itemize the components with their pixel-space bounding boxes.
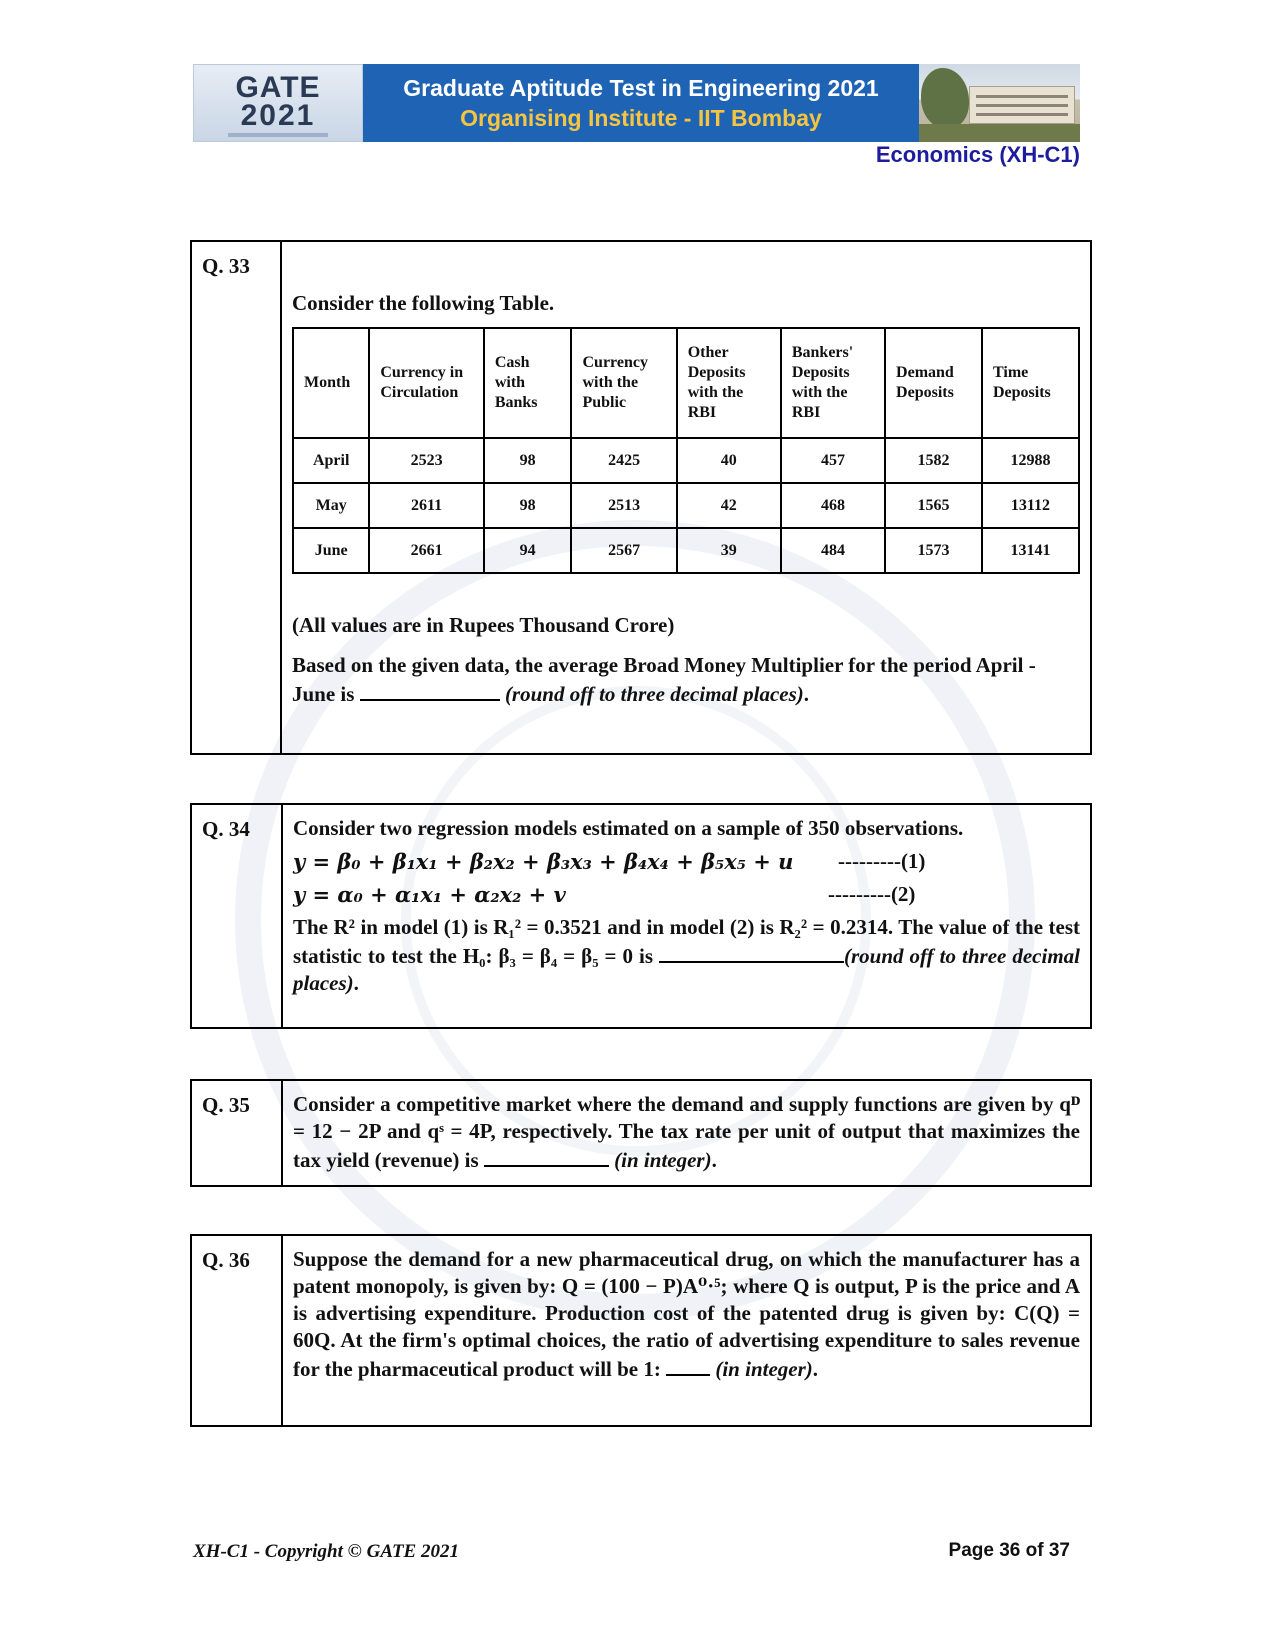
- table-cell: 2611: [369, 483, 483, 528]
- table-cell: 457: [781, 438, 885, 483]
- header-banner: [363, 64, 919, 142]
- logo-tagline-mark: [228, 133, 328, 137]
- question-end: .: [711, 1148, 717, 1172]
- ground-shape: [919, 124, 1080, 142]
- campus-photo: [919, 64, 1080, 142]
- footer-copyright: XH-C1 - Copyright © GATE 2021: [193, 1541, 459, 1562]
- table-cell: 468: [781, 483, 885, 528]
- table-cell: 484: [781, 528, 885, 573]
- table-cell: 94: [484, 528, 572, 573]
- table-row: [293, 483, 1079, 528]
- equation-1-tag: ---------(1): [838, 849, 926, 873]
- column-header: Demand Deposits: [885, 328, 982, 438]
- answer-blank: [666, 1354, 710, 1376]
- question-lead: Consider two regression models estimated on a sample of 350 observations.: [293, 816, 964, 840]
- question-text-main: Suppose the demand for a new pharmaceutical drug, on which the manufacturer has a patent monopoly, is given by: Q = (100 − P)A⁰·⁵; where Q is output, P is the price and A is advertising expenditure. Production cost of the patented drug is given by: C(Q) = 60Q. At the firm's optimal choices, the ratio of advertising expenditure to sales revenue for the pharmaceutical product will be 1:: [293, 1247, 1080, 1381]
- answer-blank: [659, 941, 844, 963]
- question-number: Q. 36: [192, 1236, 283, 1425]
- answer-blank: [360, 679, 500, 701]
- page-header: [193, 64, 1080, 142]
- table-cell: 13141: [982, 528, 1079, 573]
- table-cell: 1573: [885, 528, 982, 573]
- question-text-main: Consider a competitive market where the demand and supply functions are given by qᴰ = 12 − 2P and qˢ = 4P, respectively. The tax rate per unit of output that maximizes the tax yield (revenue) is: [293, 1092, 1080, 1172]
- table-cell: 13112: [982, 483, 1079, 528]
- table-row: [293, 528, 1079, 573]
- answer-format-instruction: (in integer): [614, 1148, 712, 1172]
- question-text-main: The R² in model (1) is R₁² = 0.3521 and in model (2) is R₂² = 0.2314. The value of the test statistic to test the H₀: β₃ = β₄ = β₅ = 0 is: [293, 915, 1080, 968]
- table-cell: 2523: [369, 438, 483, 483]
- question-end: .: [803, 682, 810, 706]
- table-cell: 2567: [571, 528, 676, 573]
- column-header: Other Deposits with the RBI: [677, 328, 781, 438]
- column-header: Currency with the Public: [571, 328, 676, 438]
- table-cell: 1582: [885, 438, 982, 483]
- footer-page-number: Page 36 of 37: [948, 1540, 1070, 1561]
- gate-logo: [193, 64, 363, 142]
- column-header: Bankers' Deposits with the RBI: [781, 328, 885, 438]
- banner-title: Graduate Aptitude Test in Engineering 2021: [403, 75, 879, 101]
- column-header: Cash with Banks: [484, 328, 572, 438]
- question-34: [190, 803, 1092, 1029]
- question-body: [283, 1081, 1090, 1185]
- subject-label: Economics (XH-C1): [875, 142, 1080, 167]
- table-cell: 98: [484, 438, 572, 483]
- question-number: Q. 33: [192, 242, 282, 753]
- money-supply-table: [292, 327, 1080, 574]
- question-text: [293, 914, 1080, 997]
- question-text-main: Based on the given data, the average Broad Money Multiplier for the period April - June is: [292, 653, 1036, 706]
- table-cell: 42: [677, 483, 781, 528]
- column-header: Currency in Circulation: [369, 328, 483, 438]
- equation-row-2: [293, 881, 1080, 908]
- table-cell: 98: [484, 483, 572, 528]
- table-cell: 2661: [369, 528, 483, 573]
- building-shape: [969, 86, 1075, 124]
- table-row: [293, 438, 1079, 483]
- column-header: Month: [293, 328, 369, 438]
- answer-blank: [484, 1145, 609, 1167]
- question-35: [190, 1079, 1092, 1187]
- column-header: Time Deposits: [982, 328, 1079, 438]
- equation-2: y = α₀ + α₁x₁ + α₂x₂ + v: [293, 882, 566, 907]
- question-body: [282, 242, 1090, 753]
- answer-format-instruction: (in integer): [715, 1357, 813, 1381]
- table-cell: April: [293, 438, 369, 483]
- banner-subtitle: Organising Institute - IIT Bombay: [460, 105, 822, 131]
- table-header-row: [293, 328, 1079, 438]
- logo-text-bottom: 2021: [240, 99, 316, 132]
- question-end: .: [353, 971, 359, 995]
- table-cell: 2425: [571, 438, 676, 483]
- question-text: [292, 652, 1080, 708]
- question-number: Q. 34: [192, 805, 283, 1027]
- table-cell: 1565: [885, 483, 982, 528]
- question-body: [283, 1236, 1090, 1425]
- rounding-instruction: (round off to three decimal places): [504, 682, 804, 706]
- table-cell: 39: [677, 528, 781, 573]
- tree-shape: [921, 68, 969, 128]
- rounding-instruction: (round off to three decimal places): [293, 944, 1080, 995]
- equation-2-tag: ---------(2): [828, 882, 916, 906]
- equation-1: y = β₀ + β₁x₁ + β₂x₂ + β₃x₃ + β₄x₄ + β₅x₅ + u: [293, 849, 794, 874]
- question-body: [283, 805, 1090, 1027]
- question-end: .: [812, 1357, 819, 1381]
- table-cell: May: [293, 483, 369, 528]
- table-cell: 2513: [571, 483, 676, 528]
- units-note: (All values are in Rupees Thousand Crore): [292, 613, 675, 637]
- question-36: [190, 1234, 1092, 1427]
- equation-row-1: [293, 848, 1080, 875]
- logo-text-top: GATE: [235, 71, 321, 104]
- question-lead: Consider the following Table.: [292, 291, 555, 315]
- table-cell: June: [293, 528, 369, 573]
- table-cell: 40: [677, 438, 781, 483]
- question-33: [190, 240, 1092, 755]
- question-number: Q. 35: [192, 1081, 283, 1185]
- table-cell: 12988: [982, 438, 1079, 483]
